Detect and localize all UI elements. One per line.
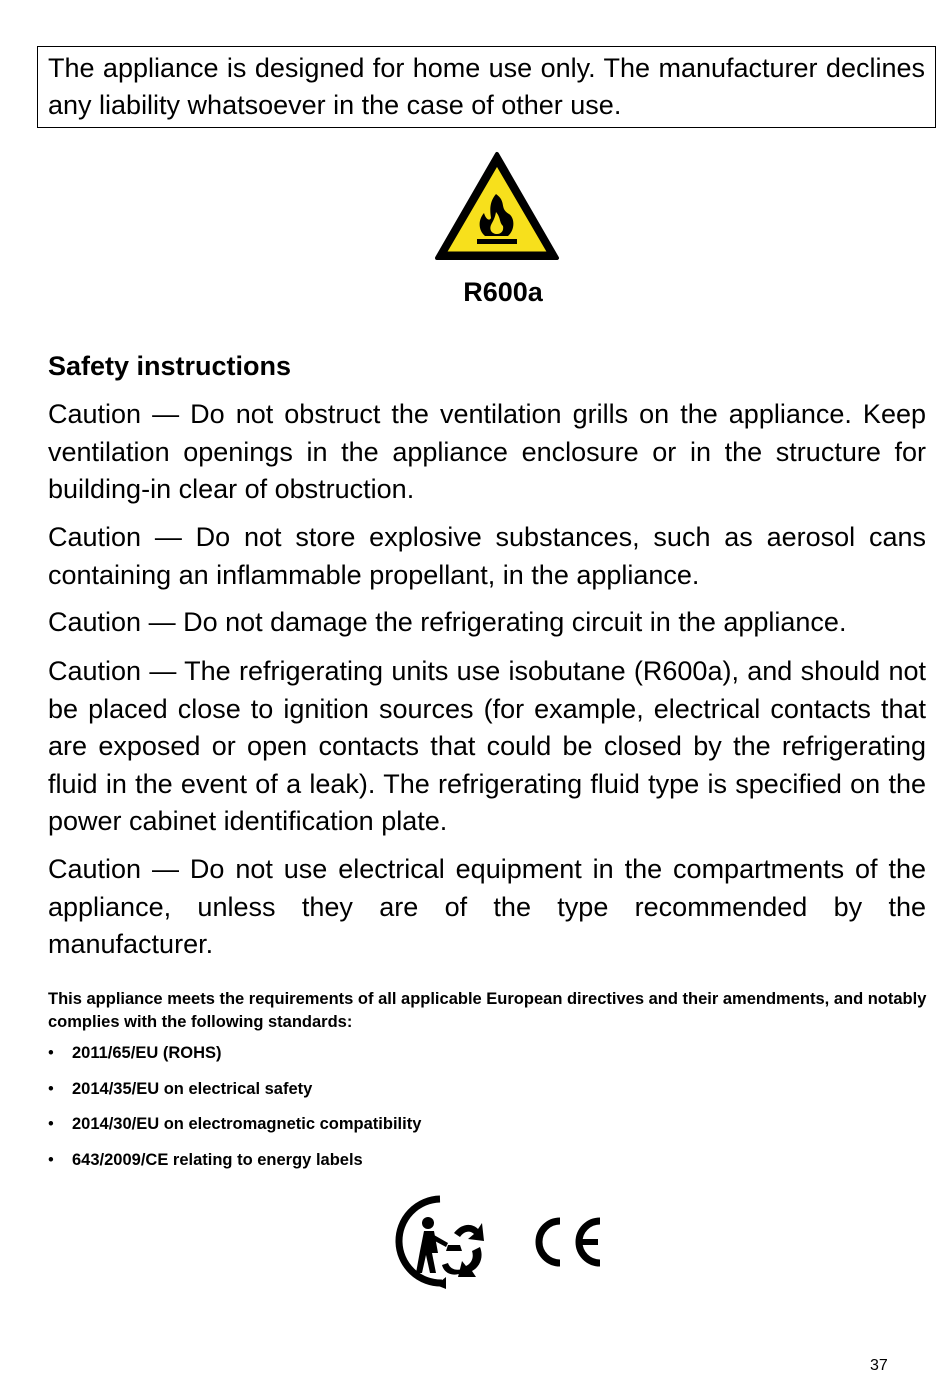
standard-item xyxy=(48,1113,421,1149)
standard-label: 2014/35/EU on electrical safety xyxy=(72,1079,313,1098)
standard-label: 2014/30/EU on electromagnetic compatibility xyxy=(72,1115,422,1133)
page-number: 37 xyxy=(870,1357,888,1374)
bullet: • xyxy=(48,1079,54,1098)
caution-paragraph: Caution — Do not use electrical equipment in the compartments of the appliance, unless they are of the type recommended by the manufacturer. xyxy=(48,854,926,959)
caution-paragraph: Caution — Do not obstruct the ventilation grills on the appliance. Keep ventilation openings in the appliance enclosure or in the structure for building-in clear of obstruction. xyxy=(48,399,926,504)
caution-paragraph: Caution — Do not store explosive substances, such as aerosol cans containing an inflammable propellant, in the appliance. xyxy=(48,522,926,590)
standard-item xyxy=(48,1149,421,1185)
section-title: Safety instructions xyxy=(48,351,292,381)
refrigerant-label: R600a xyxy=(463,277,543,307)
compliance-intro: This appliance meets the requirements of all applicable European directives and their amendments, and notably complies with the following standards: xyxy=(48,990,927,1031)
bullet: • xyxy=(48,1150,54,1169)
standard-item xyxy=(48,1078,421,1114)
standards-list xyxy=(48,1042,421,1184)
bullet: • xyxy=(48,1044,54,1062)
caution-paragraph: Caution — The refrigerating units use isobutane (R600a), and should not be placed close to ignition sources (for example, electrical contacts that are exposed or open contacts that could be closed by the refrigerating fluid in the event of a leak). The refrigerating fluid type is specified on the power cabinet identification plate. xyxy=(48,656,926,836)
notice-box: The appliance is designed for home use only. The manufacturer declines any liability whatsoever in the case of other use. xyxy=(37,46,936,128)
standard-label: 643/2009/CE relating to energy labels xyxy=(72,1150,363,1169)
standard-item xyxy=(48,1042,421,1078)
bullet: • xyxy=(48,1115,54,1133)
caution-paragraph: Caution — Do not damage the refrigerating circuit in the appliance. xyxy=(48,607,847,637)
recycling-icon xyxy=(388,1193,488,1289)
flammable-warning-icon xyxy=(433,150,561,264)
standard-label: 2011/65/EU (ROHS) xyxy=(72,1044,222,1062)
ce-mark-icon xyxy=(528,1213,604,1271)
